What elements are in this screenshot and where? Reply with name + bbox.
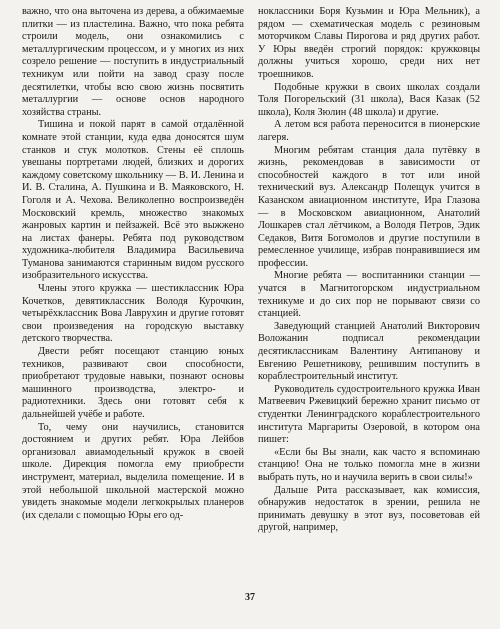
right-column [258, 6, 480, 535]
page-number: 37 [245, 592, 255, 603]
paragraph: важно, что она выточена из дерева, а обжимаемые плитки — из пластелина. Важно, что пока ребята строили модель, они ознакомились с металлургическим процессом, и у многих из них созрело решение — поступить в индустриальный техникум или пойти на завод сразу после десятилетки, чтобы всю свою жизнь посвятить металлургии — основе основ народного хозяйства страны. [22, 6, 244, 118]
paragraph: Подобные кружки в своих школах создали Толя Погорельский (31 школа), Вася Казак (52 школа), Коля Зюлин (48 школа) и другие. [258, 81, 480, 118]
left-column [22, 6, 244, 522]
paragraph: Двести ребят посещают станцию юных техников, развивают свои способности, приобретают трудовые навыки, познают основы машинного производства, электро- и радиотехники. Здесь они готовят себя к дальнейшей учёбе и работе. [22, 346, 244, 420]
paragraph: «Если бы Вы знали, как часто я вспоминаю станцию! Она не только помогла мне в жизни выбрать путь, но и научила верить в свои силы!» [258, 446, 480, 483]
paragraph: Многие ребята — воспитанники станции — учатся в Магнитогорском индустриальном техникуме и до сих пор не порывают связи со станцией. [258, 270, 480, 320]
paragraph: Члены этого кружка — шестиклассник Юра Кочетков, девятиклассник Володя Курочкин, четырёхклассник Вова Лаврухин и другие готовят свои произведения на городскую выставку детского творчества. [22, 283, 244, 345]
paragraph: Руководитель судостроительного кружка Иван Матвеевич Ржевицкий бережно хранит письмо от студентки Ленинградского кораблестроительного института Маргариты Озеровой, в котором она пишет: [258, 383, 480, 446]
paragraph: А летом вся работа переносится в пионерские лагеря. [258, 119, 480, 143]
paragraph: Заведующий станцией Анатолий Викторович Воложанин подписал рекомендации десятиклассникам Валентину Антипанову и Евгению Решетникову, решившим поступить в кораблестроительный институт. [258, 320, 480, 383]
paragraph: Дальше Рита рассказывает, как комиссия, обнаружив недостаток в зрении, решила не принимать девушку в этот вуз, посоветовав ей другой, например, [258, 484, 480, 534]
paragraph: Многим ребятам станция дала путёвку в жизнь, рекомендовав в зависимости от способностей каждого в тот или иной технический вуз. Александр Полещук учится в Казанском авиационном институте, Ира Глазова — в Московском авиационном, Анатолий Лошкарев стал лётчиком, а Володя Петров, Эдик Седаков, Витя Богомолов и другие поступили в ремесленное училище, избрав понравившиеся им профессии. [258, 144, 480, 269]
paragraph: Тишина и покой парят в самой отдалённой комнате этой станции, куда едва доносятся шум станков и стук молотков. Стены её сплошь увешаны портретами людей, близких и дорогих каждому советскому школьнику — В. И. Ленина и И. В. Сталина, А. Пушкина и В. Маяковского, Н. Гоголя и А. Чехова. Великолепно воспроизведён Московский кремль, множество знакомых жанровых картин и пейзажей. Всё это выжжено на листах фанеры. Ребята под руководством художника-любителя Владимира Васильевича Туманова занимаются старинным видом русского изобразительного искусства. [22, 119, 244, 282]
paragraph: ноклассники Боря Кузьмин и Юра Мельник), а рядом — схематическая модель с резиновым моторчиком Славы Пирогова и ряд других работ. У Юры введён строгий порядок: кружковцы должны учиться хорошо, среди них нет троешников. [258, 6, 480, 80]
paragraph: То, чему они научились, становится достоянием и других ребят. Юра Лейбов организовал авиамодельный кружок в своей школе. Дирекция помогла ему приобрести инструмент, материал, выделила помещение. И в этой небольшой школьной мастерской можно увидеть знакомые модели легкокрылых планеров (их сделали с помощью Юры его од- [22, 421, 244, 521]
